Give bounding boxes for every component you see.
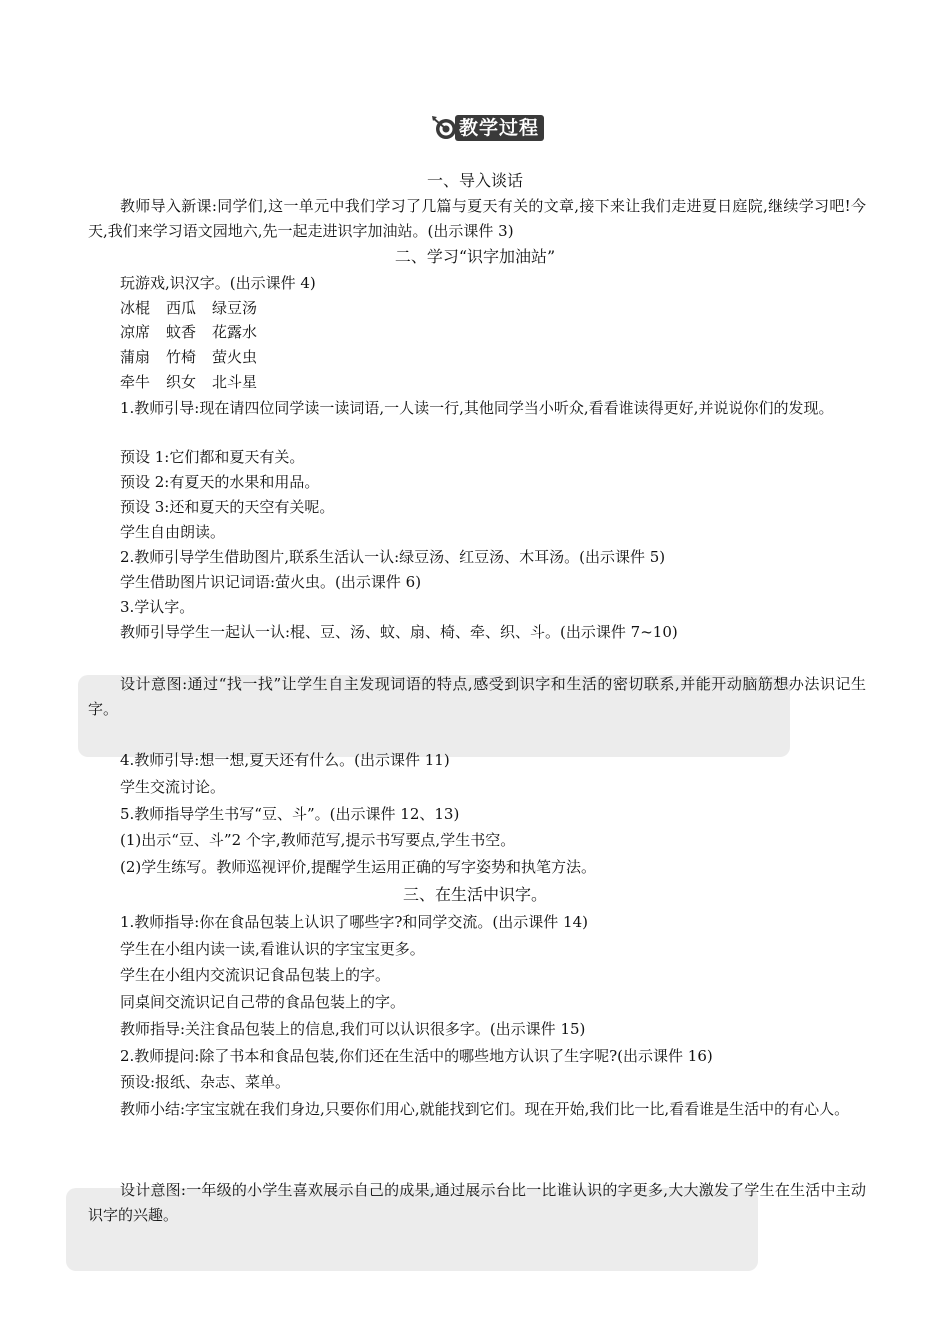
- target-icon: [430, 114, 458, 142]
- word: 凉席: [120, 323, 151, 341]
- s3-line-7: 预设:报纸、杂志、菜单。: [120, 1073, 291, 1091]
- preset-2: 预设 2:有夏天的水果和用品。: [120, 473, 320, 491]
- picture-line: 学生借助图片识记词语:萤火虫。(出示课件 6): [120, 573, 422, 591]
- discuss-line: 学生交流讨论。: [120, 778, 226, 796]
- free-reading-line: 学生自由朗读。: [120, 523, 226, 541]
- word-row-3: [120, 346, 273, 368]
- word: 蒲扇: [120, 348, 151, 366]
- s3-line-4: 同桌间交流识记自己带的食品包装上的字。: [120, 993, 406, 1011]
- section-title-1: 一、导入谈话: [426, 171, 523, 190]
- word-row-4: [120, 371, 273, 393]
- word: 西瓜: [166, 299, 197, 317]
- word: 蚊香: [166, 323, 197, 341]
- section-title-3: 三、在生活中识字。: [402, 885, 547, 904]
- recognize-line: 教师引导学生一起认一认:棍、豆、汤、蚊、扇、椅、牵、织、斗。(出示课件 7~10): [120, 623, 678, 641]
- step2-line: 2.教师引导学生借助图片,联系生活认一认:绿豆汤、红豆汤、木耳汤。(出示课件 5): [120, 548, 666, 566]
- word: 织女: [166, 373, 197, 391]
- section-header: [430, 114, 544, 142]
- word: 花露水: [212, 323, 258, 341]
- preset-1: 预设 1:它们都和夏天有关。: [120, 448, 305, 466]
- step1-paragraph: 1.教师引导:现在请四位同学读一读词语,一人读一行,其他同学当小听众,看看谁读得更好,并说说你们的发现。: [120, 399, 834, 417]
- design-intent-2: 设计意图:一年级的小学生喜欢展示自己的成果,通过展示台比一比谁认识的字更多,大大激发了学生在生活中主动识字的兴趣。: [88, 1181, 866, 1224]
- word: 牵牛: [120, 373, 151, 391]
- step3-line: 3.学认字。: [120, 598, 195, 616]
- header-title: 教学过程: [455, 115, 544, 141]
- step5-line: 5.教师指导学生书写“豆、斗”。(出示课件 12、13): [120, 805, 460, 823]
- word: 萤火虫: [212, 348, 258, 366]
- word-row-1: [120, 297, 273, 319]
- s3-line-5: 教师指导:关注食品包装上的信息,我们可以认识很多字。(出示课件 15): [120, 1020, 586, 1038]
- s3-line-1: 1.教师指导:你在食品包装上认识了哪些字?和同学交流。(出示课件 14): [120, 913, 588, 931]
- preset-3: 预设 3:还和夏天的天空有关呢。: [120, 498, 335, 516]
- word-row-2: [120, 321, 273, 343]
- sub-step-1: (1)出示“豆、斗”2 个字,教师范写,提示书写要点,学生书空。: [120, 831, 516, 849]
- word: 竹椅: [166, 348, 197, 366]
- s3-line-3: 学生在小组内交流识记食品包装上的字。: [120, 966, 391, 984]
- word: 绿豆汤: [212, 299, 258, 317]
- sub-step-2: (2)学生练写。教师巡视评价,提醒学生运用正确的写字姿势和执笔方法。: [120, 858, 597, 876]
- word: 冰棍: [120, 299, 151, 317]
- s3-line-2: 学生在小组内读一读,看谁认识的字宝宝更多。: [120, 940, 425, 958]
- word: 北斗星: [212, 373, 258, 391]
- step4-line: 4.教师引导:想一想,夏天还有什么。(出示课件 11): [120, 751, 450, 769]
- summary-paragraph: 教师小结:字宝宝就在我们身边,只要你们用心,就能找到它们。现在开始,我们比一比,看看谁是生活中的有心人。: [120, 1100, 850, 1118]
- intro-paragraph: 教师导入新课:同学们,这一单元中我们学习了几篇与夏天有关的文章,接下来让我们走进夏日庭院,继续学习吧!今天,我们来学习语文园地六,先一起走进识字加油站。(出示课件 3): [88, 197, 866, 240]
- game-line: 玩游戏,识汉字。(出示课件 4): [120, 274, 316, 292]
- section-title-2: 二、学习“识字加油站”: [394, 247, 556, 266]
- s3-line-6: 2.教师提问:除了书本和食品包装,你们还在生活中的哪些地方认识了生字呢?(出示课件 16): [120, 1047, 713, 1065]
- design-intent-1: 设计意图:通过“找一找”让学生自主发现词语的特点,感受到识字和生活的密切联系,并能开动脑筋想办法识记生字。: [88, 675, 866, 718]
